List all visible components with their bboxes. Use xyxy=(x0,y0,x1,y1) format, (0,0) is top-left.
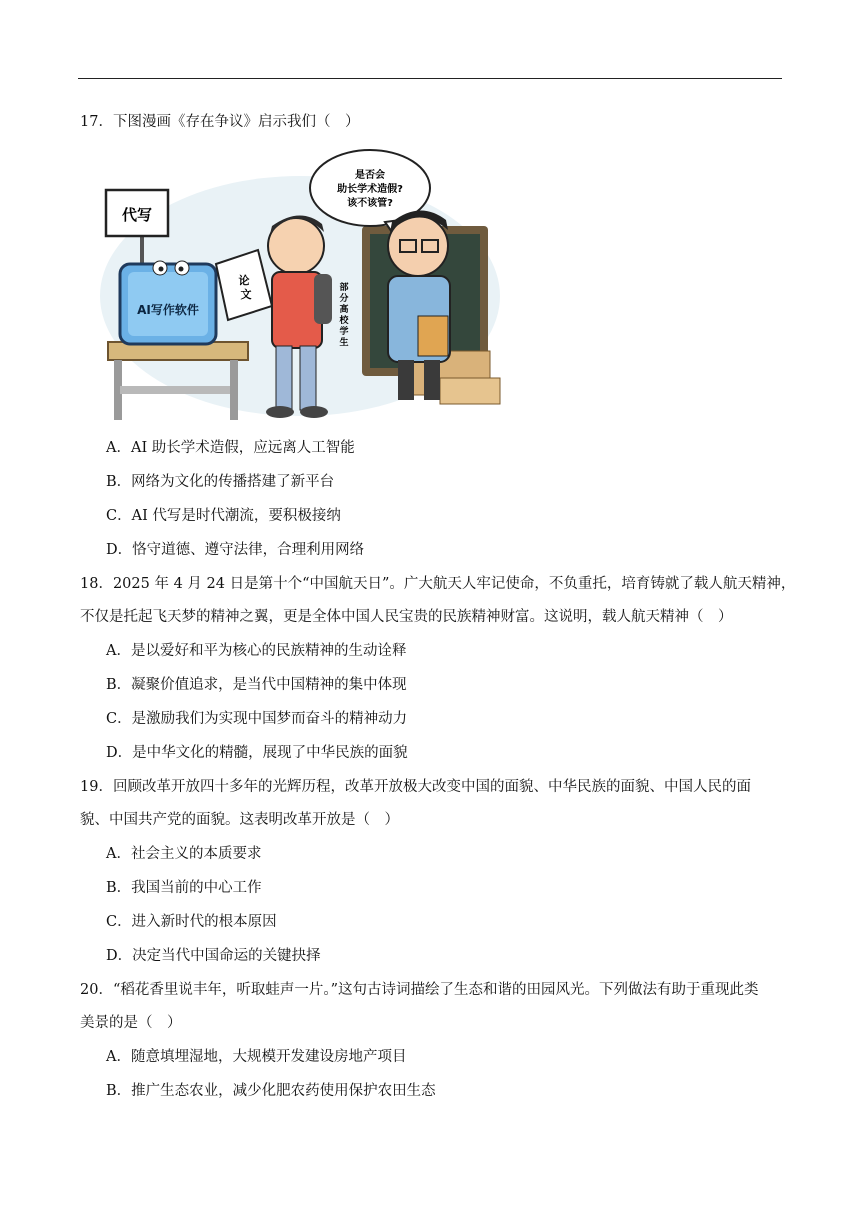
student-label xyxy=(338,281,349,348)
svg-text:分: 分 xyxy=(339,294,349,304)
paper-char-1: 论 xyxy=(238,274,250,287)
question-18-stem-line-2: 不仅是托起飞天梦的精神之翼，更是全体中国人民宝贵的民族精神财富。这说明，载人航天精神（ ） xyxy=(80,609,733,625)
ai-software-label: AI写作软件 xyxy=(137,303,199,317)
svg-text:部: 部 xyxy=(339,283,349,293)
q19-option-d: D．决定当代中国命运的关键抉择 xyxy=(106,948,321,964)
q19-option-b: B．我国当前的中心工作 xyxy=(106,880,262,896)
svg-text:高: 高 xyxy=(339,305,349,315)
q18-option-c: C．是激励我们为实现中国梦而奋斗的精神动力 xyxy=(106,711,408,727)
question-20-stem-line-2: 美景的是（ ） xyxy=(80,1015,182,1031)
paper-char-2: 文 xyxy=(240,288,252,301)
question-20-stem-line-1: 20．“稻花香里说丰年，听取蛙声一片。”这句古诗词描绘了生态和谐的田园风光。下列做法有助于重现此类 xyxy=(80,982,759,998)
q19-option-c: C．进入新时代的根本原因 xyxy=(106,914,277,930)
sign-text: 代写 xyxy=(121,206,153,224)
svg-text:学: 学 xyxy=(339,327,349,337)
q19-option-a: A．社会主义的本质要求 xyxy=(106,846,262,862)
q17-option-c: C．AI 代写是时代潮流，要积极接纳 xyxy=(106,508,341,524)
question-19-stem-line-1: 19．回顾改革开放四十多年的光辉历程，改革开放极大改变中国的面貌、中华民族的面貌、中国人民的面 xyxy=(80,779,751,795)
question-17-stem: 17．下图漫画《存在争议》启示我们（ ） xyxy=(80,114,360,130)
bubble-line-3: 该不该管? xyxy=(347,198,393,209)
q18-option-b: B．凝聚价值追求，是当代中国精神的集中体现 xyxy=(106,677,407,693)
q20-option-b: B．推广生态农业，减少化肥农药使用保护农田生态 xyxy=(106,1083,436,1099)
q18-option-d: D．是中华文化的精髓，展现了中华民族的面貌 xyxy=(106,745,408,761)
bubble-line-1: 是否会 xyxy=(355,170,385,181)
svg-text:生: 生 xyxy=(339,338,349,348)
q17-option-a: A．AI 助长学术造假，应远离人工智能 xyxy=(106,440,355,456)
comic-illustration xyxy=(100,146,502,422)
q17-option-d: D．恪守道德、遵守法律，合理利用网络 xyxy=(106,542,365,558)
question-18-stem-line-1: 18．2025 年 4 月 24 日是第十个“中国航天日”。广大航天人牢记使命，不负重托，培育铸就了载人航天精神， xyxy=(80,576,796,592)
bubble-line-2: 助长学术造假? xyxy=(337,184,403,195)
q17-option-b: B．网络为文化的传播搭建了新平台 xyxy=(106,474,335,490)
svg-text:校: 校 xyxy=(339,316,349,326)
q20-option-a: A．随意填埋湿地，大规模开发建设房地产项目 xyxy=(106,1049,407,1065)
ai-tablet xyxy=(120,261,216,344)
header-rule xyxy=(78,78,782,79)
question-19-stem-line-2: 貌、中国共产党的面貌。这表明改革开放是（ ） xyxy=(80,812,399,828)
q18-option-a: A．是以爱好和平为核心的民族精神的生动诠释 xyxy=(106,643,407,659)
